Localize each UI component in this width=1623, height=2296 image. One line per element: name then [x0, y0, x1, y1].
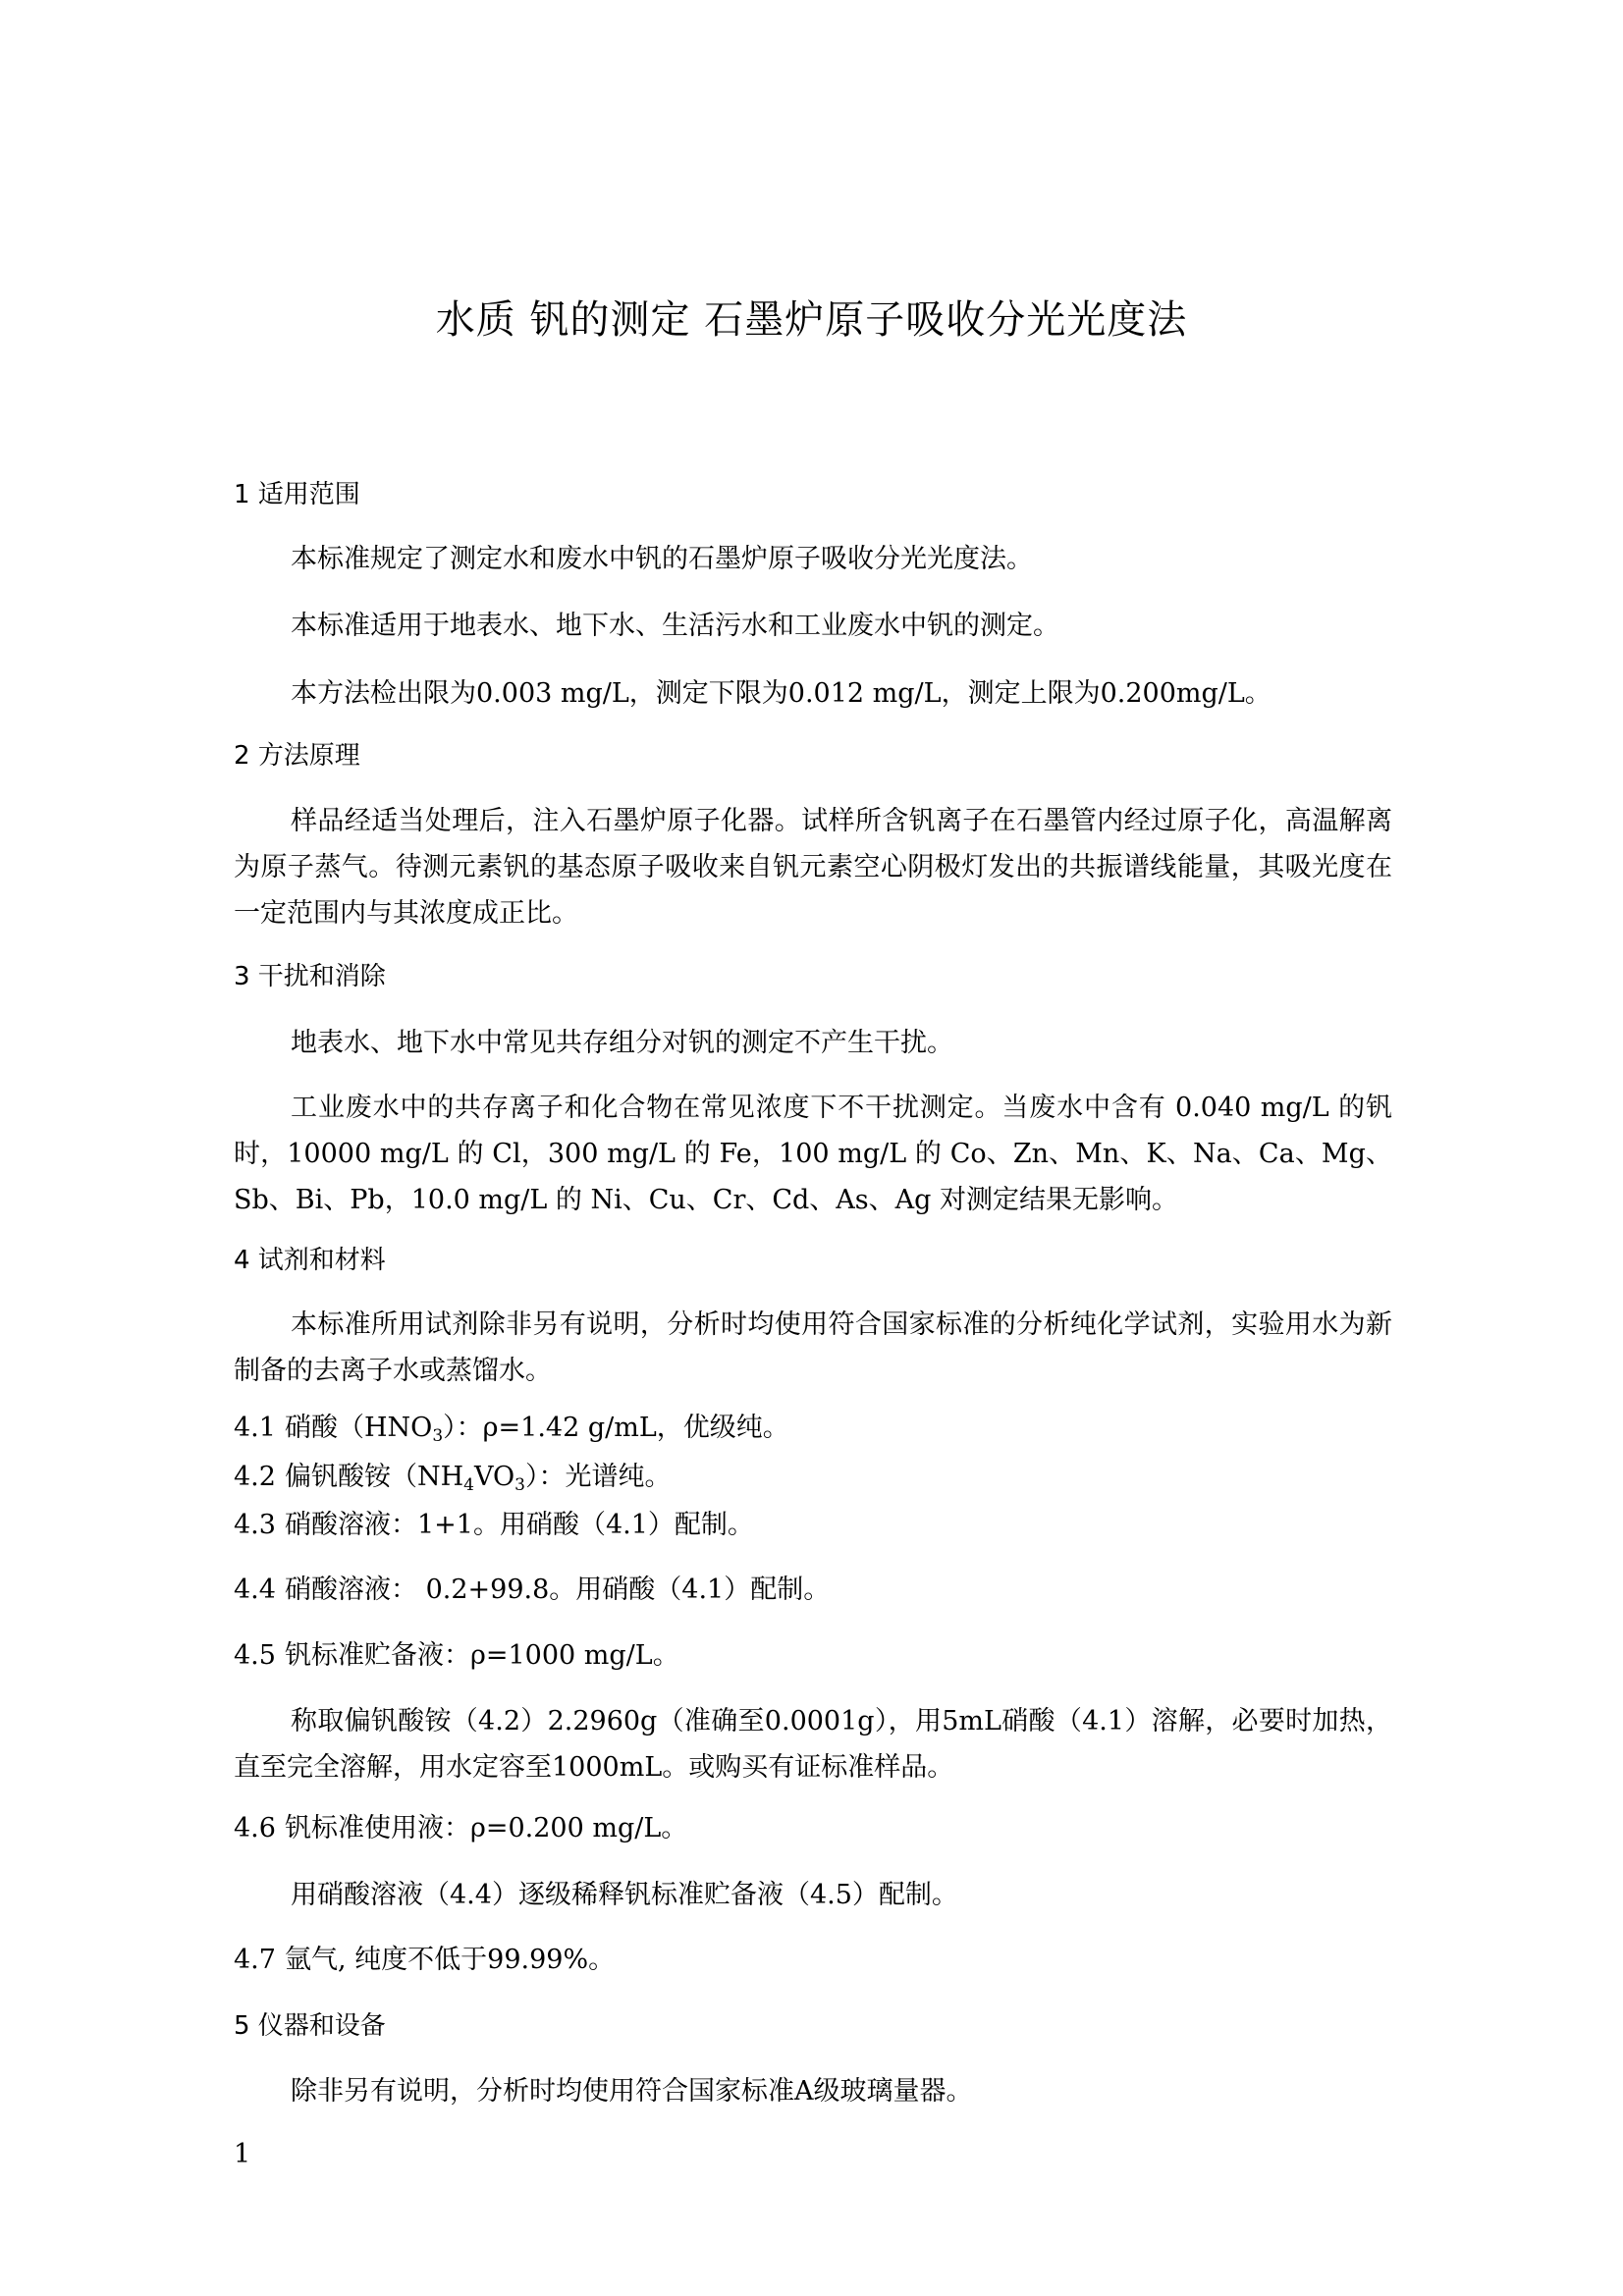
section-heading-4: 4 试剂和材料 — [234, 1246, 386, 1275]
section-1-paragraph-2: 本标准适用于地表水、地下水、生活污水和工业废水中钒的测定。 — [291, 611, 1059, 641]
item-text-mid: VO — [474, 1462, 515, 1492]
section-3-paragraph-1: 地表水、地下水中常见共存组分对钒的测定不产生干扰。 — [291, 1028, 953, 1058]
reagent-item-4-5 — [234, 1638, 679, 1674]
item-text-tail: ）：光谱纯。 — [525, 1462, 672, 1492]
reagent-item-4-6 — [234, 1811, 687, 1846]
page-number: 1 — [234, 2139, 251, 2169]
document-title: 水质 钒的测定 石墨炉原子吸收分光光度法 — [435, 297, 1188, 343]
section-1-paragraph-1: 本标准规定了测定水和废水中钒的石墨炉原子吸收分光光度法。 — [291, 544, 1033, 574]
item-text-tail: ）：ρ=1.42 g/mL，优级纯。 — [443, 1413, 789, 1443]
section-heading-3: 3 干扰和消除 — [234, 962, 386, 991]
section-3-paragraph-2: 工业废水中的共存离子和化合物在常见浓度下不干扰测定。当废水中含有 0.040 mg/L 的钒时，10000 mg/L 的 Cl，300 mg/L 的 Fe，100 mg/L 的 Co、Zn、Mn、K、Na、Ca、Mg、Sb、Bi、Pb，10.0 mg/L 的 Ni、Cu、Cr、Cd、As、Ag 对测定结果无影响。 — [234, 1093, 1392, 1215]
item-number: 4.2 — [234, 1462, 276, 1492]
reagent-item-4-2 — [234, 1460, 672, 1495]
section-4-paragraph-1: 本标准所用试剂除非另有说明，分析时均使用符合国家标准的分析纯化学试剂，实验用水为新制备的去离子水或蒸馏水。 — [234, 1309, 1392, 1386]
item-text: 钒标准使用液：ρ=0.200 mg/L。 — [285, 1813, 688, 1843]
section-1-paragraph-3: 本方法检出限为0.003 mg/L，测定下限为0.012 mg/L，测定上限为0.200mg/L。 — [291, 678, 1271, 709]
item-text: 偏钒酸铵（NH — [285, 1462, 464, 1492]
item-number: 4.3 — [234, 1510, 276, 1540]
item-text: 氩气, 纯度不低于99.99%。 — [285, 1945, 616, 1975]
reagent-item-4-4 — [234, 1573, 830, 1608]
section-heading-5: 5 仪器和设备 — [234, 2011, 386, 2041]
item-text: 硝酸溶液：1+1。用硝酸（4.1）配制。 — [285, 1510, 754, 1540]
reagent-4-5-description: 称取偏钒酸铵（4.2）2.2960g（准确至0.0001g），用5mL硝酸（4.1）溶解，必要时加热，直至完全溶解，用水定容至1000mL。或购买有证标准样品。 — [234, 1706, 1392, 1783]
reagent-item-4-1 — [234, 1411, 789, 1446]
item-number: 4.7 — [234, 1945, 276, 1975]
item-number: 4.5 — [234, 1640, 276, 1671]
item-text: 硝酸（HNO — [285, 1413, 433, 1443]
subscript: 3 — [432, 1426, 444, 1446]
section-heading-1: 1 适用范围 — [234, 480, 360, 509]
item-number: 4.4 — [234, 1575, 276, 1605]
item-text: 硝酸溶液： 0.2+99.8。用硝酸（4.1）配制。 — [285, 1575, 831, 1605]
reagent-item-4-7 — [234, 1943, 615, 1978]
section-heading-2: 2 方法原理 — [234, 741, 360, 771]
subscript: 4 — [463, 1475, 474, 1495]
item-number: 4.1 — [234, 1413, 276, 1443]
section-5-paragraph-1: 除非另有说明，分析时均使用符合国家标准A级玻璃量器。 — [291, 2076, 973, 2107]
section-2-paragraph-1: 样品经适当处理后，注入石墨炉原子化器。试样所含钒离子在石墨管内经过原子化，高温解离为原子蒸气。待测元素钒的基态原子吸收来自钒元素空心阴极灯发出的共振谱线能量，其吸光度在一定范围内与其浓度成正比。 — [234, 806, 1392, 929]
subscript: 3 — [514, 1475, 525, 1495]
reagent-4-6-description: 用硝酸溶液（4.4）逐级稀释钒标准贮备液（4.5）配制。 — [291, 1880, 958, 1910]
item-text: 钒标准贮备液：ρ=1000 mg/L。 — [285, 1640, 679, 1671]
reagent-item-4-3 — [234, 1508, 754, 1543]
item-number: 4.6 — [234, 1813, 276, 1843]
